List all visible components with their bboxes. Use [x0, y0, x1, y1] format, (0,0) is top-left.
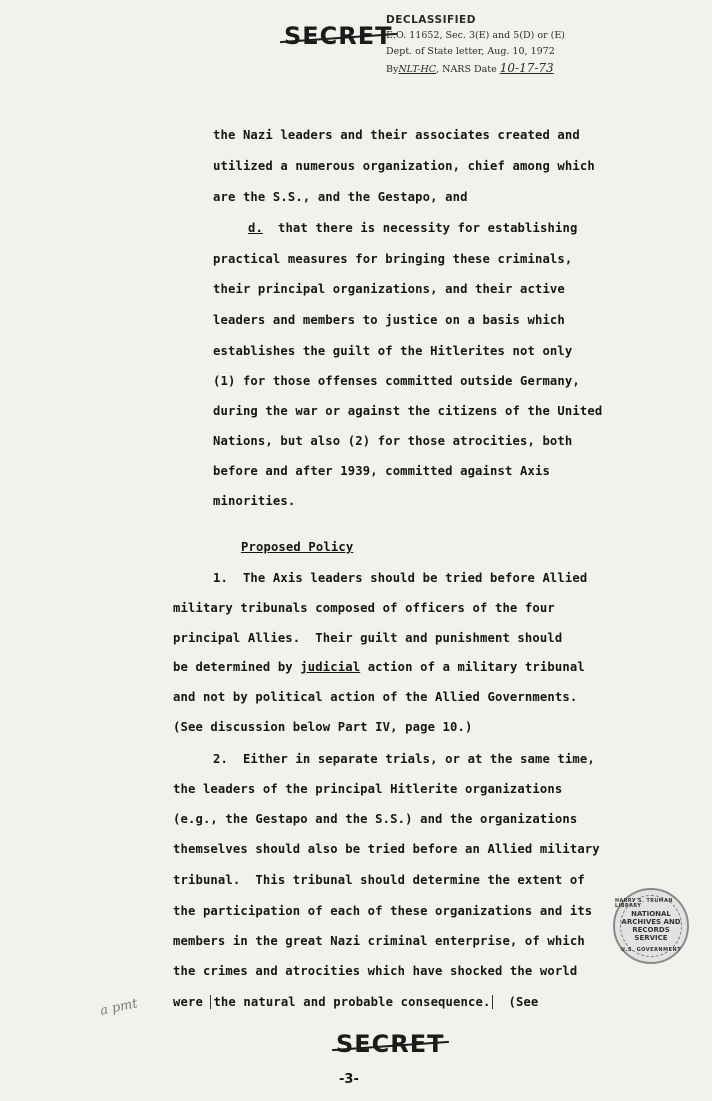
secret-stamp-top: SECRET	[284, 22, 393, 50]
body-line-17-a: be determined by	[173, 660, 301, 674]
body-line-24: tribunal. This tribunal should determine the extent of	[173, 873, 585, 887]
body-line-16: principal Allies. Their guilt and punishment should	[173, 631, 563, 645]
seal-ring-text: HARRY S. TRUMAN LIBRARY	[615, 899, 673, 909]
secret-stamp-bottom: SECRET	[336, 1030, 445, 1058]
margin-note: a pmt	[98, 996, 139, 1019]
body-line-04-rest: that there is necessity for establishing	[262, 221, 578, 235]
subparagraph-label-d: d.	[248, 221, 263, 235]
body-line-04	[248, 221, 577, 235]
body-line-15: military tribunals composed of officers of the four	[173, 601, 555, 615]
body-line-28-b: (See	[493, 995, 539, 1009]
body-line-13: minorities.	[213, 494, 296, 508]
nars-date: 10-17-73	[499, 61, 554, 75]
archive-seal	[613, 888, 689, 964]
declassification-stamp	[386, 12, 616, 78]
declassified-line-3	[386, 60, 616, 78]
body-line-03: are the S.S., and the Gestapo, and	[213, 190, 468, 204]
body-line-11: Nations, but also (2) for those atrocities, both	[213, 434, 573, 448]
declassified-title: DECLASSIFIED	[386, 14, 476, 26]
declassified-line-1: E.O. 11652, Sec. 3(E) and 5(D) or (E)	[386, 30, 565, 41]
body-line-17	[173, 660, 585, 674]
body-line-28-a: were	[173, 995, 211, 1009]
bracketed-phrase: the natural and probable consequence.	[210, 995, 493, 1009]
declassified-line-2: Dept. of State letter, Aug. 10, 1972	[386, 46, 555, 57]
body-line-09: (1) for those offenses committed outside Germany,	[213, 374, 580, 388]
body-line-18: and not by political action of the Allied Governments.	[173, 690, 578, 704]
body-line-26: members in the great Nazi criminal enterprise, of which	[173, 934, 585, 948]
seal-inner-2: ARCHIVES AND	[621, 918, 681, 926]
body-line-05: practical measures for bringing these criminals,	[213, 252, 573, 266]
page-number: -3-	[339, 1072, 359, 1087]
body-line-22: (e.g., the Gestapo and the S.S.) and the organizations	[173, 812, 578, 826]
seal-inner-4: SERVICE	[634, 934, 668, 942]
body-line-21: the leaders of the principal Hitlerite organizations	[173, 782, 563, 796]
body-line-10: during the war or against the citizens of the United	[213, 404, 603, 418]
seal-inner-3: RECORDS	[632, 926, 670, 934]
body-line-17-b: action of a military tribunal	[360, 660, 585, 674]
body-line-02: utilized a numerous organization, chief among which	[213, 159, 595, 173]
body-line-28	[173, 995, 538, 1009]
body-line-07: leaders and members to justice on a basis which	[213, 313, 565, 327]
section-heading: Proposed Policy	[241, 540, 354, 554]
body-line-08: establishes the guilt of the Hitlerites not only	[213, 344, 573, 358]
body-line-19: (See discussion below Part IV, page 10.)	[173, 720, 473, 734]
body-line-14: 1. The Axis leaders should be tried before Allied	[213, 571, 588, 585]
body-line-27: the crimes and atrocities which have shocked the world	[173, 964, 578, 978]
body-line-12: before and after 1939, committed against Axis	[213, 464, 550, 478]
by-signature: NLT-HC	[398, 64, 437, 75]
by-prefix: By	[386, 64, 399, 75]
body-line-06: their principal organizations, and their active	[213, 282, 565, 296]
body-line-20: 2. Either in separate trials, or at the same time,	[213, 752, 595, 766]
seal-bottom-text: U.S. GOVERNMENT	[620, 947, 682, 953]
body-line-01: the Nazi leaders and their associates created and	[213, 128, 580, 142]
body-line-23: themselves should also be tried before an Allied military	[173, 842, 600, 856]
nars-prefix: , NARS Date	[436, 64, 497, 75]
body-line-25: the participation of each of these organizations and its	[173, 904, 593, 918]
judicial-underlined: judicial	[300, 660, 361, 674]
seal-inner-1: NATIONAL	[631, 910, 671, 918]
